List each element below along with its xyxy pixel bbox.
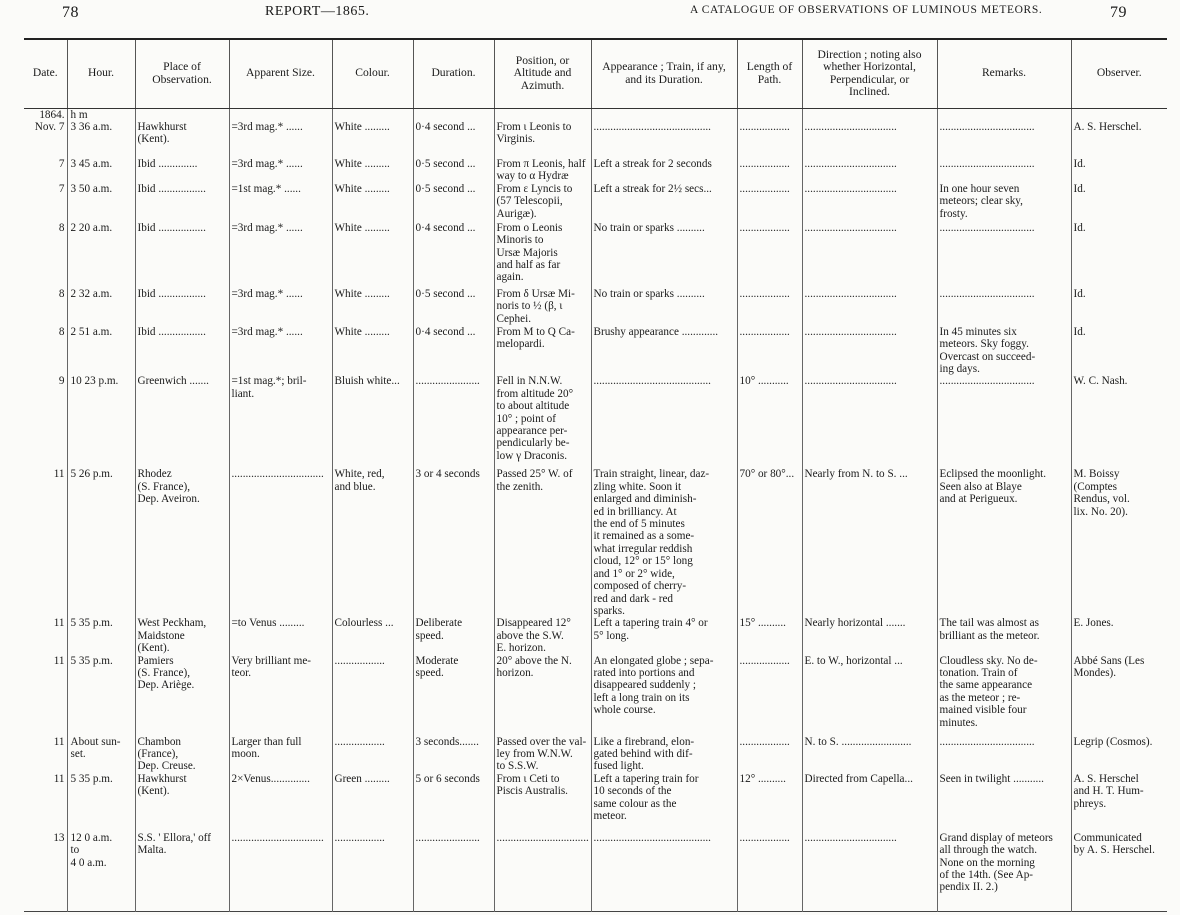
- cell-size: =1st mag.* ......: [229, 183, 332, 222]
- table-row: [24, 655, 1167, 736]
- col-header-appearance: Appearance ; Train, if any, and its Duration.: [591, 39, 737, 108]
- cell-place: Ibid .................: [135, 288, 229, 326]
- cell-size: =to Venus .........: [229, 617, 332, 654]
- cell-remarks: ..................................: [937, 121, 1071, 158]
- cell-remarks: ..................................: [937, 222, 1071, 288]
- cell-place: Ibid .................: [135, 326, 229, 376]
- cell-size: =3rd mag.* ......: [229, 288, 332, 326]
- running-title-left: REPORT—1865.: [265, 4, 370, 19]
- cell-duration: Moderate speed.: [413, 655, 494, 736]
- cell-position: 20° above the N. horizon.: [494, 655, 591, 736]
- cell-direction: Nearly horizontal .......: [802, 617, 937, 654]
- cell-duration: Deliberate speed.: [413, 617, 494, 654]
- cell-duration: 0·5 second ...: [413, 288, 494, 326]
- cell-observer: M. Boissy (Comptes Rendus, vol. lix. No. 20).: [1071, 468, 1167, 617]
- cell-hour: 3 50 a.m.: [67, 183, 135, 222]
- cell-duration: 3 seconds.......: [413, 736, 494, 773]
- cell-observer: W. C. Nash.: [1071, 375, 1167, 468]
- cell-place: Greenwich .......: [135, 375, 229, 468]
- cell-colour: Colourless ...: [332, 617, 413, 654]
- cell-remarks: Cloudless sky. No de- tonation. Train of the same appearance as the meteor ; re- mained visible four minutes.: [937, 655, 1071, 736]
- cell-place: Ibid .................: [135, 183, 229, 222]
- meteor-catalogue-table: [24, 38, 1167, 912]
- table-row: [24, 468, 1167, 617]
- table-row: [24, 158, 1167, 183]
- cell-size: =3rd mag.* ......: [229, 121, 332, 158]
- cell-colour: White .........: [332, 288, 413, 326]
- cell-position: From δ Ursæ Mi- noris to ½ (β, ι Cephei.: [494, 288, 591, 326]
- cell-length: ..................: [737, 222, 802, 288]
- cell-position: Fell in N.N.W. from altitude 20° to about altitude 10° ; point of appearance per- pendicularly be- low γ Draconis.: [494, 375, 591, 468]
- cell-hour: About sun- set.: [67, 736, 135, 773]
- cell-size: .................................: [229, 468, 332, 617]
- cell-date: 8: [58, 325, 65, 338]
- col-header-size: Apparent Size.: [229, 39, 332, 108]
- cell-appearance: ..........................................: [591, 832, 737, 912]
- cell-date: 8: [58, 287, 65, 300]
- cell-place: Ibid .................: [135, 222, 229, 288]
- cell-duration: 0·4 second ...: [413, 326, 494, 376]
- col-header-colour: Colour.: [332, 39, 413, 108]
- cell-colour: White .........: [332, 183, 413, 222]
- column-header-row: [24, 39, 1167, 108]
- col-header-position: Position, or Altitude and Azimuth.: [494, 39, 591, 108]
- col-header-duration: Duration.: [413, 39, 494, 108]
- table-row: [24, 326, 1167, 376]
- cell-colour: ..................: [332, 832, 413, 912]
- page-number-right: 79: [1110, 4, 1127, 21]
- cell-hour: 3 36 a.m.: [67, 121, 135, 158]
- cell-direction: .................................: [802, 121, 937, 158]
- year-cell: 1864.: [39, 108, 65, 121]
- cell-duration: .......................: [413, 375, 494, 468]
- cell-direction: .................................: [802, 326, 937, 376]
- cell-place: Hawkhurst (Kent).: [135, 121, 229, 158]
- cell-observer: E. Jones.: [1071, 617, 1167, 654]
- table-row: [24, 736, 1167, 773]
- cell-place: S.S. ' Ellora,' off Malta.: [135, 832, 229, 912]
- cell-remarks: ..................................: [937, 375, 1071, 468]
- cell-hour: 2 51 a.m.: [67, 326, 135, 376]
- cell-hour: 5 35 p.m.: [67, 655, 135, 736]
- cell-position: From M to Q Ca- melopardi.: [494, 326, 591, 376]
- table-row: [24, 183, 1167, 222]
- cell-colour: Green .........: [332, 773, 413, 832]
- cell-length: ..................: [737, 288, 802, 326]
- table-row: [24, 617, 1167, 654]
- cell-remarks: The tail was almost as brilliant as the meteor.: [937, 617, 1071, 654]
- cell-appearance: ..........................................: [591, 375, 737, 468]
- cell-date: Nov. 7: [34, 121, 65, 133]
- cell-duration: 0·4 second ...: [413, 222, 494, 288]
- col-header-remarks: Remarks.: [937, 39, 1071, 108]
- cell-size: .................................: [229, 832, 332, 912]
- col-header-hour: Hour.: [67, 39, 135, 108]
- cell-observer: A. S. Herschel.: [1071, 121, 1167, 158]
- table-row: [24, 773, 1167, 832]
- cell-size: =3rd mag.* ......: [229, 326, 332, 376]
- cell-colour: Bluish white...: [332, 375, 413, 468]
- cell-hour: 5 26 p.m.: [67, 468, 135, 617]
- cell-position: From ι Ceti to Piscis Australis.: [494, 773, 591, 832]
- cell-observer: A. S. Herschel and H. T. Hum- phreys.: [1071, 773, 1167, 832]
- cell-date: 11: [53, 735, 65, 748]
- cell-size: =1st mag.*; bril- liant.: [229, 375, 332, 468]
- col-header-direction: Direction ; noting also whether Horizontal, Perpendicular, or Inclined.: [802, 39, 937, 108]
- cell-appearance: No train or sparks ..........: [591, 222, 737, 288]
- cell-direction: Nearly from N. to S. ...: [802, 468, 937, 617]
- cell-place: Ibid ..............: [135, 158, 229, 183]
- cell-size: =3rd mag.* ......: [229, 222, 332, 288]
- cell-appearance: Brushy appearance .............: [591, 326, 737, 376]
- table-row: [24, 832, 1167, 912]
- cell-position: Passed 25° W. of the zenith.: [494, 468, 591, 617]
- cell-duration: 0·4 second ...: [413, 121, 494, 158]
- cell-observer: Id.: [1071, 326, 1167, 376]
- cell-direction: .................................: [802, 375, 937, 468]
- hour-units-cell: h m: [67, 108, 135, 121]
- cell-place: West Peckham, Maidstone (Kent).: [135, 617, 229, 654]
- cell-length: ..................: [737, 326, 802, 376]
- cell-hour: 10 23 p.m.: [67, 375, 135, 468]
- cell-appearance: Left a tapering train 4° or 5° long.: [591, 617, 737, 654]
- cell-position: Passed over the val- ley from W.N.W. to S.S.W.: [494, 736, 591, 773]
- cell-remarks: Grand display of meteors all through the watch. None on the morning of the 14th. (See Ap- pendix II. 2.): [937, 832, 1071, 912]
- cell-direction: .................................: [802, 832, 937, 912]
- cell-length: 12° ..........: [737, 773, 802, 832]
- col-header-observer: Observer.: [1071, 39, 1167, 108]
- cell-direction: .................................: [802, 288, 937, 326]
- cell-length: 70° or 80°...: [737, 468, 802, 617]
- cell-place: Pamiers (S. France), Dep. Ariège.: [135, 655, 229, 736]
- cell-colour: ..................: [332, 736, 413, 773]
- table-row: [24, 222, 1167, 288]
- cell-place: Rhodez (S. France), Dep. Aveiron.: [135, 468, 229, 617]
- cell-remarks: ..................................: [937, 158, 1071, 183]
- cell-date: 11: [53, 772, 65, 785]
- cell-appearance: Train straight, linear, daz- zling white. Soon it enlarged and diminish- ed in brilliancy. At the end of 5 minutes it remained as a some- what irregular reddish cloud, 12° or 15° long and 1° or 2° wide, composed of cherry- red and dark - red sparks.: [591, 468, 737, 617]
- cell-duration: .......................: [413, 832, 494, 912]
- cell-observer: Legrip (Cosmos).: [1071, 736, 1167, 773]
- cell-hour: 2 32 a.m.: [67, 288, 135, 326]
- cell-colour: White .........: [332, 158, 413, 183]
- running-title-right: A CATALOGUE OF OBSERVATIONS OF LUMINOUS METEORS.: [690, 4, 1043, 16]
- year-row: [24, 108, 1167, 121]
- cell-duration: 0·5 second ...: [413, 158, 494, 183]
- cell-length: ..................: [737, 832, 802, 912]
- cell-duration: 3 or 4 seconds: [413, 468, 494, 617]
- cell-remarks: Seen in twilight ...........: [937, 773, 1071, 832]
- cell-appearance: No train or sparks ..........: [591, 288, 737, 326]
- cell-date: 7: [58, 158, 65, 170]
- cell-hour: 5 35 p.m.: [67, 773, 135, 832]
- page-number-left: 78: [62, 4, 79, 21]
- cell-position: From π Leonis, half way to α Hydræ: [494, 158, 591, 183]
- table-row: [24, 375, 1167, 468]
- cell-direction: .................................: [802, 183, 937, 222]
- cell-observer: Id.: [1071, 183, 1167, 222]
- cell-direction: E. to W., horizontal ...: [802, 655, 937, 736]
- cell-length: 10° ...........: [737, 375, 802, 468]
- cell-size: Very brilliant me- teor.: [229, 655, 332, 736]
- cell-observer: Communicated by A. S. Herschel.: [1071, 832, 1167, 912]
- cell-colour: ..................: [332, 655, 413, 736]
- cell-hour: 2 20 a.m.: [67, 222, 135, 288]
- cell-duration: 0·5 second ...: [413, 183, 494, 222]
- cell-direction: Directed from Capella...: [802, 773, 937, 832]
- cell-date: 8: [58, 221, 65, 234]
- cell-length: ..................: [737, 183, 802, 222]
- cell-remarks: In one hour seven meteors; clear sky, frosty.: [937, 183, 1071, 222]
- cell-colour: White, red, and blue.: [332, 468, 413, 617]
- cell-colour: White .........: [332, 326, 413, 376]
- cell-hour: 12 0 a.m. to 4 0 a.m.: [67, 832, 135, 912]
- cell-size: =3rd mag.* ......: [229, 158, 332, 183]
- col-header-length: Length of Path.: [737, 39, 802, 108]
- cell-appearance: Left a streak for 2 seconds: [591, 158, 737, 183]
- cell-appearance: Left a tapering train for 10 seconds of the same colour as the meteor.: [591, 773, 737, 832]
- cell-duration: 5 or 6 seconds: [413, 773, 494, 832]
- table-row: [24, 121, 1167, 158]
- cell-length: ..................: [737, 655, 802, 736]
- cell-date: 13: [53, 831, 65, 844]
- cell-date: 11: [53, 654, 65, 667]
- cell-position: .................................: [494, 832, 591, 912]
- cell-date: 11: [53, 468, 65, 481]
- cell-direction: .................................: [802, 158, 937, 183]
- cell-appearance: Left a streak for 2½ secs...: [591, 183, 737, 222]
- cell-position: Disappeared 12° above the S.W. E. horizon.: [494, 617, 591, 654]
- cell-date: 11: [53, 617, 65, 630]
- cell-position: From ε Lyncis to (57 Telescopii, Aurigæ).: [494, 183, 591, 222]
- cell-appearance: Like a firebrand, elon- gated behind with dif- fused light.: [591, 736, 737, 773]
- cell-size: 2×Venus..............: [229, 773, 332, 832]
- cell-place: Hawkhurst (Kent).: [135, 773, 229, 832]
- col-header-date: Date.: [24, 39, 67, 108]
- table-row: [24, 288, 1167, 326]
- cell-remarks: In 45 minutes six meteors. Sky foggy. Overcast on succeed- ing days.: [937, 326, 1071, 376]
- cell-place: Chambon (France), Dep. Creuse.: [135, 736, 229, 773]
- col-header-place: Place of Observation.: [135, 39, 229, 108]
- cell-hour: 3 45 a.m.: [67, 158, 135, 183]
- cell-colour: White .........: [332, 222, 413, 288]
- cell-appearance: ..........................................: [591, 121, 737, 158]
- cell-date: 7: [58, 182, 65, 195]
- cell-hour: 5 35 p.m.: [67, 617, 135, 654]
- cell-size: Larger than full moon.: [229, 736, 332, 773]
- cell-colour: White .........: [332, 121, 413, 158]
- cell-remarks: Eclipsed the moonlight. Seen also at Blaye and at Perigueux.: [937, 468, 1071, 617]
- cell-remarks: ..................................: [937, 736, 1071, 773]
- cell-length: ..................: [737, 736, 802, 773]
- cell-observer: Id.: [1071, 158, 1167, 183]
- cell-observer: Id.: [1071, 222, 1167, 288]
- cell-date: 9: [58, 375, 65, 388]
- cell-observer: Id.: [1071, 288, 1167, 326]
- cell-remarks: ..................................: [937, 288, 1071, 326]
- cell-position: From ι Leonis to Virginis.: [494, 121, 591, 158]
- cell-direction: .................................: [802, 222, 937, 288]
- cell-length: ..................: [737, 158, 802, 183]
- cell-position: From ο Leonis Minoris to Ursæ Majoris and half as far again.: [494, 222, 591, 288]
- cell-length: 15° ..........: [737, 617, 802, 654]
- cell-direction: N. to S. .........................: [802, 736, 937, 773]
- cell-length: ..................: [737, 121, 802, 158]
- cell-observer: Abbé Sans (Les Mondes).: [1071, 655, 1167, 736]
- cell-appearance: An elongated globe ; sepa- rated into portions and disappeared suddenly ; left a long train on its whole course.: [591, 655, 737, 736]
